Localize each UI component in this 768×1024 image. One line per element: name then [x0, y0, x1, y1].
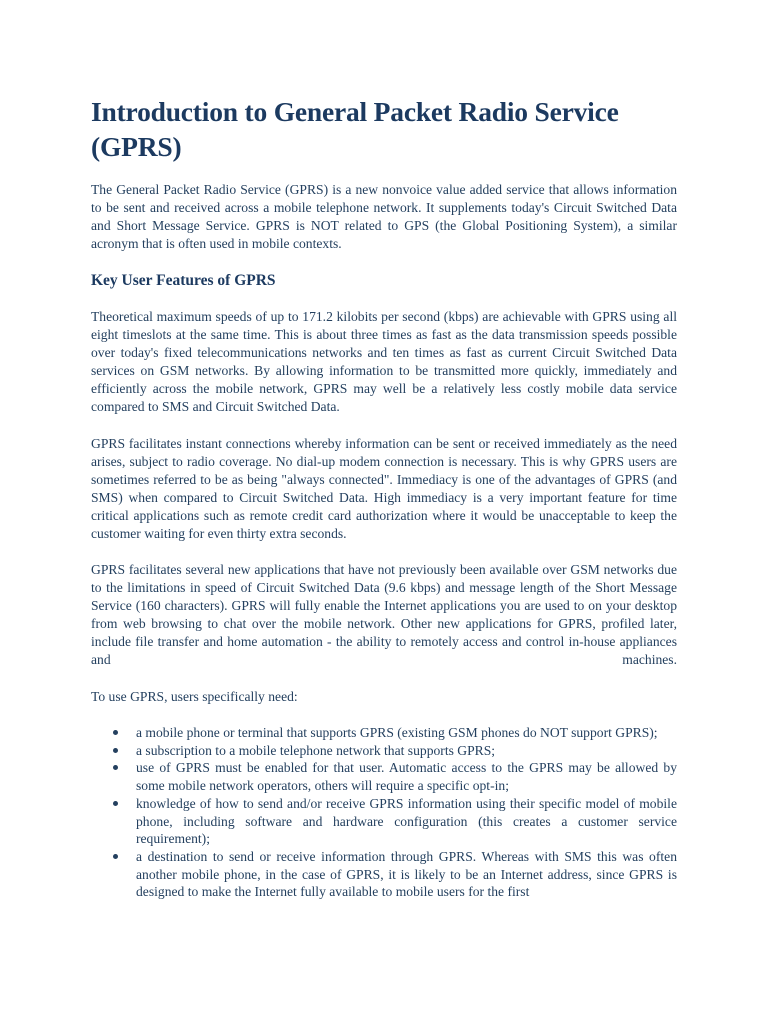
list-item-text: knowledge of how to send and/or receive GPRS information using their specific model of mobile phone, including software and hardware configuration (this creates a customer service requirement); — [136, 795, 677, 847]
bullet-icon — [113, 854, 118, 859]
list-item-text: a destination to send or receive information through GPRS. Whereas with SMS this was often another mobile phone, in the case of GPRS, it is likely to be an Internet address, since GPRS is designed to make the Internet fully available to mobile users for the first — [136, 848, 677, 900]
list-item-text: a mobile phone or terminal that supports GPRS (existing GSM phones do NOT support GPRS); — [136, 725, 658, 740]
page-title: Introduction to General Packet Radio Service (GPRS) — [91, 96, 619, 162]
bullet-icon — [113, 801, 118, 806]
bullet-icon — [113, 730, 118, 735]
applications-paragraph: GPRS facilitates several new applications that have not previously been available over GSM networks due to the limitations in speed of Circuit Switched Data (9.6 kbps) and message length of the Short Message Service (160 characters). GPRS will fully enable the Internet applications you are used to on your desktop from web browsing to chat over the mobile network. Other new applications for GPRS, profiled later, include file transfer and home automation - the ability to remotely access and control in-house appliances and machines. — [91, 562, 677, 667]
bullet-icon — [113, 748, 118, 753]
list-item — [91, 848, 677, 901]
list-item — [91, 742, 677, 760]
list-item-text: use of GPRS must be enabled for that user. Automatic access to the GPRS may be allowed by some mobile network operators, others will require a specific opt-in; — [136, 760, 677, 794]
document-page — [91, 0, 677, 901]
speed-paragraph: Theoretical maximum speeds of up to 171.2 kilobits per second (kbps) are achievable with GPRS using all eight timeslots at the same time. This is about three times as fast as the data transmission speeds possible over today's fixed telecommunications networks and ten times as fast as current Circuit Switched Data services on GSM networks. By allowing information to be transmitted more quickly, immediately and efficiently across the mobile network, GPRS may well be a relatively less costly mobile data service compared to SMS and Circuit Switched Data. — [91, 309, 677, 414]
list-item — [91, 795, 677, 848]
section-heading: Key User Features of GPRS — [91, 272, 276, 289]
immediacy-paragraph: GPRS facilitates instant connections whereby information can be sent or received immediately as the need arises, subject to radio coverage. No dial-up modem connection is necessary. This is why GPRS users are sometimes referred to be as being "always connected". Immediacy is one of the advantages of GPRS (and SMS) when compared to Circuit Switched Data. High immediacy is a very important feature for time critical applications such as remote credit card authorization where it would be unacceptable to keep the customer waiting for even thirty extra seconds. — [91, 436, 677, 541]
list-item — [91, 724, 677, 742]
list-item — [91, 759, 677, 794]
requirements-list — [91, 724, 677, 901]
list-item-text: a subscription to a mobile telephone network that supports GPRS; — [136, 742, 496, 758]
intro-paragraph: The General Packet Radio Service (GPRS) is a new nonvoice value added service that allows information to be sent and received across a mobile telephone network. It supplements today's Circuit Switched Data and Short Message Service. GPRS is NOT related to GPS (the Global Positioning System), a similar acronym that is often used in mobile contexts. — [91, 182, 677, 251]
bullet-icon — [113, 765, 118, 770]
requirements-intro: To use GPRS, users specifically need: — [91, 689, 298, 704]
